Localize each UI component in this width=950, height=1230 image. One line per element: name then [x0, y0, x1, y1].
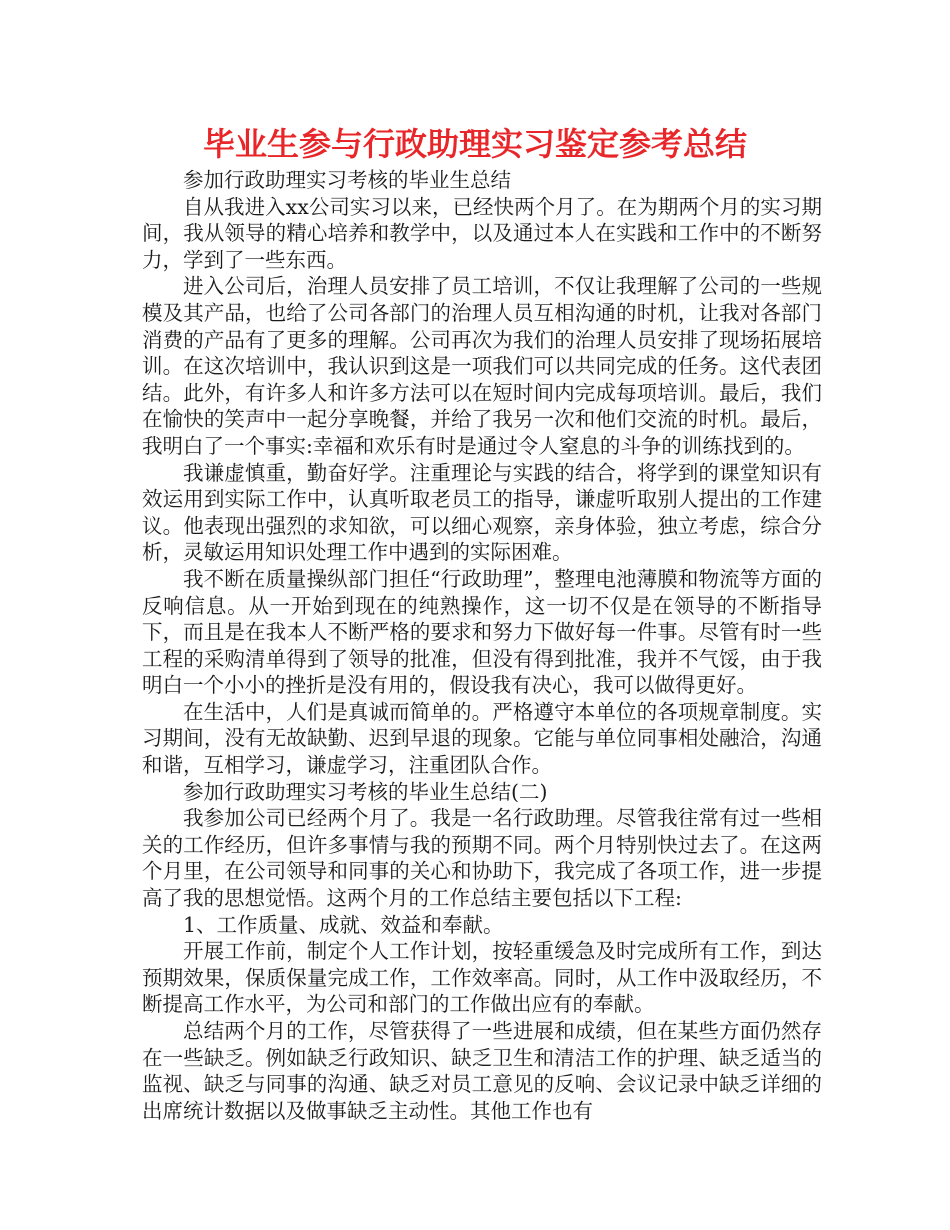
paragraph: 我不断在质量操纵部门担任“行政助理”，整理电池薄膜和物流等方面的反响信息。从一开始到现在的纯熟操作，这一切不仅是在领导的不断指导下，而且是在我本人不断严格的要求和努力下做好每一件事。尽管有时一些工程的采购清单得到了领导的批准，但没有得到批准，我并不气馁，由于我明白一个小小的挫折是没有用的，假设我有决心，我可以做得更好。	[142, 566, 822, 698]
paragraph-subtitle-1: 参加行政助理实习考核的毕业生总结	[183, 168, 511, 192]
paragraph: 在生活中，人们是真诚而简单的。严格遵守本单位的各项规章制度。实习期间，没有无故缺勤、迟到早退的现象。它能与单位同事相处融洽，沟通和谐，互相学习，谦虚学习，注重团队合作。	[142, 699, 822, 778]
paragraph-subtitle-2: 参加行政助理实习考核的毕业生总结(二)	[183, 779, 548, 804]
paragraph: 自从我进入xx公司实习以来，已经快两个月了。在为期两个月的实习期间，我从领导的精心培养和教学中，以及通过本人在实践和工作中的不断努力，学到了一些东西。	[142, 194, 822, 272]
paragraph: 开展工作前，制定个人工作计划，按轻重缓急及时完成所有工作，到达预期效果，保质保量完成工作，工作效率高。同时，从工作中汲取经历，不断提高工作水平，为公司和部门的工作做出应有的奉献。	[142, 939, 822, 1017]
paragraph: 我谦虚慎重，勤奋好学。注重理论与实践的结合，将学到的课堂知识有效运用到实际工作中，认真听取老员工的指导，谦虚听取别人提出的工作建议。他表现出强烈的求知欲，可以细心观察，亲身体验，独立考虑，综合分析，灵敏运用知识处理工作中遇到的实际困难。	[142, 460, 822, 565]
document-body	[142, 167, 822, 1124]
document-title: 毕业生参与行政助理实习鉴定参考总结	[202, 125, 747, 163]
paragraph: 进入公司后，治理人员安排了员工培训，不仅让我理解了公司的一些规模及其产品，也给了公司各部门的治理人员互相沟通的时机，让我对各部门消费的产品有了更多的理解。公司再次为我们的治理人员安排了现场拓展培训。在这次培训中，我认识到这是一项我们可以共同完成的任务。这代表团结。此外，有许多人和许多方法可以在短时间内完成每项培训。最后，我们在愉快的笑声中一起分享晚餐，并给了我另一次和他们交流的时机。最后，我明白了一个事实:幸福和欢乐有时是通过令人窒息的斗争的训练找到的。	[142, 274, 822, 458]
paragraph: 总结两个月的工作，尽管获得了一些进展和成绩，但在某些方面仍然存在一些缺乏。例如缺乏行政知识、缺乏卫生和清洁工作的护理、缺乏适当的监视、缺乏与同事的沟通、缺乏对员工意见的反响、会议记录中缺乏详细的出席统计数据以及做事缺乏主动性。其他工作也有	[142, 1019, 822, 1123]
paragraph: 我参加公司已经两个月了。我是一名行政助理。尽管我往常有过一些相关的工作经历，但许多事情与我的预期不同。两个月特别快过去了。在这两个月里，在公司领导和同事的关心和协助下，我完成了各项工作，进一步提高了我的思想觉悟。这两个月的工作总结主要包括以下工程:	[142, 806, 822, 911]
paragraph-list-item: 1、工作质量、成就、效益和奉献。	[183, 912, 504, 937]
